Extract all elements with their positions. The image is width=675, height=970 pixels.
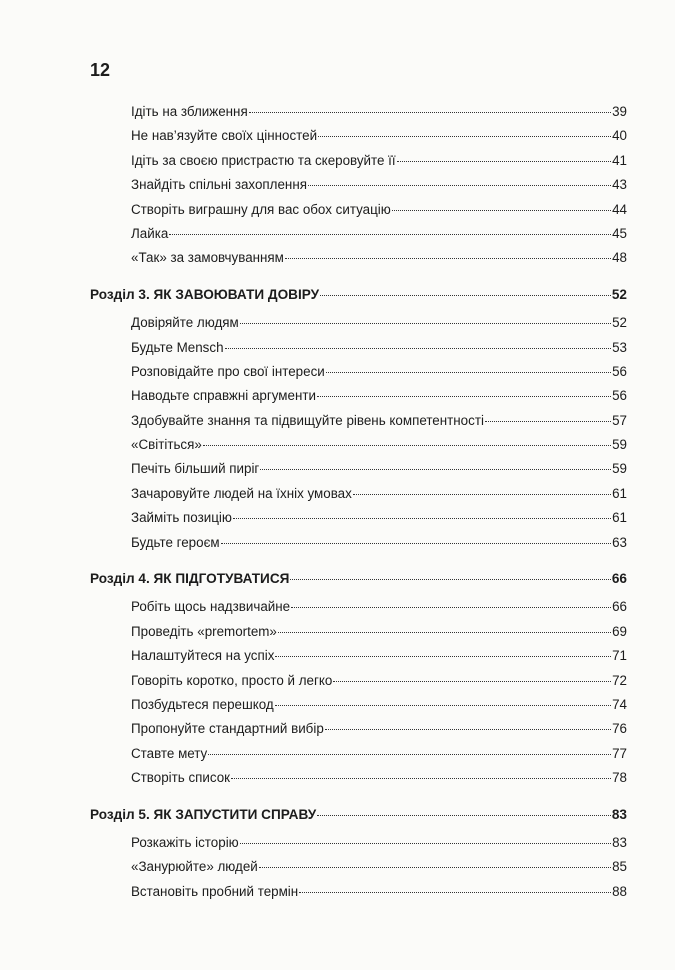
dot-leader xyxy=(208,754,611,755)
toc-entry-page: 56 xyxy=(612,388,627,404)
toc-entry-page: 66 xyxy=(612,599,627,615)
dot-leader xyxy=(392,210,611,211)
dot-leader xyxy=(225,348,612,349)
toc-entry xyxy=(90,124,627,148)
dot-leader xyxy=(317,396,611,397)
toc-entry xyxy=(90,173,627,197)
toc-entry-page: 78 xyxy=(612,770,627,786)
chapter-heading xyxy=(90,567,627,591)
chapter-title: Розділ 3. ЯК ЗАВОЮВАТИ ДОВІРУ xyxy=(90,286,320,302)
toc-entry xyxy=(90,246,627,270)
toc-entry-title: Розповідайте про свої інтереси xyxy=(131,363,325,379)
chapter-3-section xyxy=(90,283,627,555)
toc-entry xyxy=(90,717,627,741)
dot-leader xyxy=(317,815,611,816)
dot-leader xyxy=(169,234,611,235)
dot-leader xyxy=(260,469,611,470)
toc-entry-page: 57 xyxy=(612,412,627,428)
dot-leader xyxy=(291,607,611,608)
toc-entry-page: 76 xyxy=(612,721,627,737)
toc-entry-page: 56 xyxy=(612,363,627,379)
toc-entry xyxy=(90,198,627,222)
chapter-4-section xyxy=(90,567,627,791)
dot-leader xyxy=(333,681,611,682)
dot-leader xyxy=(240,843,611,844)
dot-leader xyxy=(326,372,611,373)
dot-leader xyxy=(397,161,611,162)
dot-leader xyxy=(203,445,611,446)
intro-section xyxy=(90,100,627,271)
toc-entry-title: Не нав’язуйте своїх цінностей xyxy=(131,128,318,144)
toc-entry xyxy=(90,766,627,790)
dot-leader xyxy=(290,579,610,580)
toc-entry xyxy=(90,595,627,619)
toc-entry xyxy=(90,693,627,717)
toc-entry-page: 61 xyxy=(612,510,627,526)
toc-entry xyxy=(90,831,627,855)
toc-entry xyxy=(90,880,627,904)
toc-entry-title: Будьте героєм xyxy=(131,534,220,550)
toc-entry-title: Зачаровуйте людей на їхніх умовах xyxy=(131,485,352,501)
dot-leader xyxy=(308,185,611,186)
toc-entry-page: 44 xyxy=(612,201,627,217)
chapter-title: Розділ 4. ЯК ПІДГОТУВАТИСЯ xyxy=(90,571,290,587)
dot-leader xyxy=(259,867,611,868)
toc-entry-page: 59 xyxy=(612,437,627,453)
dot-leader xyxy=(240,323,611,324)
toc-entry-page: 83 xyxy=(612,834,627,850)
dot-leader xyxy=(320,295,611,296)
toc-entry xyxy=(90,311,627,335)
table-of-contents xyxy=(90,100,627,904)
toc-entry-title: Розкажіть історію xyxy=(131,834,239,850)
dot-leader xyxy=(221,543,611,544)
toc-entry-page: 74 xyxy=(612,696,627,712)
toc-entry xyxy=(90,644,627,668)
dot-leader xyxy=(275,656,611,657)
toc-entry-title: Позбудьтеся перешкод xyxy=(131,696,274,712)
toc-entry-page: 71 xyxy=(612,648,627,664)
toc-entry xyxy=(90,149,627,173)
toc-entry xyxy=(90,506,627,530)
dot-leader xyxy=(325,729,611,730)
toc-entry-title: Пропонуйте стандартний вибір xyxy=(131,721,324,737)
toc-entry xyxy=(90,100,627,124)
toc-entry-title: Встановіть пробний термін xyxy=(131,883,299,899)
toc-entry-title: «Занурюйте» людей xyxy=(131,859,258,875)
dot-leader xyxy=(231,778,611,779)
dot-leader xyxy=(299,892,611,893)
dot-leader xyxy=(285,258,611,259)
dot-leader xyxy=(278,632,611,633)
toc-entry-title: «Так» за замовчуванням xyxy=(131,250,284,266)
chapter-5-section xyxy=(90,803,627,905)
toc-entry-title: Ставте мету xyxy=(131,745,208,761)
dot-leader xyxy=(353,494,611,495)
toc-entry-page: 52 xyxy=(612,315,627,331)
toc-entry-title: Лайка xyxy=(131,225,169,241)
chapter-page: 66 xyxy=(611,571,627,587)
toc-entry-page: 53 xyxy=(612,339,627,355)
toc-entry xyxy=(90,855,627,879)
toc-entry-page: 43 xyxy=(612,177,627,193)
toc-entry-title: Робіть щось надзвичайне xyxy=(131,599,291,615)
chapter-page: 52 xyxy=(611,286,627,302)
toc-entry-page: 85 xyxy=(612,859,627,875)
toc-entry-title: «Світіться» xyxy=(131,437,202,453)
toc-entry-page: 48 xyxy=(612,250,627,266)
toc-entry-title: Здобувайте знання та підвищуйте рівень компетентності xyxy=(131,412,484,428)
toc-entry-page: 63 xyxy=(612,534,627,550)
toc-entry xyxy=(90,531,627,555)
toc-entry-title: Створіть список xyxy=(131,770,231,786)
toc-entry xyxy=(90,482,627,506)
toc-entry-title: Довіряйте людям xyxy=(131,315,239,331)
toc-entry-title: Будьте Mensch xyxy=(131,339,224,355)
toc-entry xyxy=(90,336,627,360)
toc-entry xyxy=(90,384,627,408)
toc-entry xyxy=(90,409,627,433)
toc-entry-title: Говоріть коротко, просто й легко xyxy=(131,672,333,688)
toc-entry-page: 59 xyxy=(612,461,627,477)
toc-entry xyxy=(90,433,627,457)
toc-entry-title: Ідіть за своєю пристрастю та скеровуйте її xyxy=(131,152,396,168)
toc-entry-page: 72 xyxy=(612,672,627,688)
chapter-heading xyxy=(90,803,627,827)
toc-entry xyxy=(90,457,627,481)
toc-entry-title: Печіть більший пиріг xyxy=(131,461,260,477)
toc-entry-page: 77 xyxy=(612,745,627,761)
dot-leader xyxy=(249,112,611,113)
toc-entry xyxy=(90,669,627,693)
toc-entry-page: 61 xyxy=(612,485,627,501)
toc-entry-page: 45 xyxy=(612,225,627,241)
chapter-page: 83 xyxy=(611,806,627,822)
toc-entry xyxy=(90,222,627,246)
chapter-title: Розділ 5. ЯК ЗАПУСТИТИ СПРАВУ xyxy=(90,806,317,822)
toc-entry-page: 69 xyxy=(612,623,627,639)
toc-entry xyxy=(90,620,627,644)
toc-entry-title: Налаштуйтеся на успіх xyxy=(131,648,275,664)
toc-entry xyxy=(90,742,627,766)
toc-entry-title: Знайдіть спільні захоплення xyxy=(131,177,307,193)
toc-entry-title: Проведіть «premortem» xyxy=(131,623,277,639)
page-number: 12 xyxy=(90,60,111,80)
dot-leader xyxy=(318,136,611,137)
dot-leader xyxy=(275,705,611,706)
toc-entry-page: 41 xyxy=(612,152,627,168)
toc-entry-page: 39 xyxy=(612,104,627,119)
toc-entry-title: Ідіть на зближення xyxy=(131,104,248,119)
dot-leader xyxy=(233,518,611,519)
toc-entry-title: Займіть позицію xyxy=(131,510,232,526)
toc-entry-page: 40 xyxy=(612,128,627,144)
toc-entry-page: 88 xyxy=(612,883,627,899)
toc-entry xyxy=(90,360,627,384)
toc-entry-title: Створіть виграшну для вас обох ситуацію xyxy=(131,201,391,217)
dot-leader xyxy=(485,421,611,422)
toc-entry-title: Наводьте справжні аргументи xyxy=(131,388,316,404)
chapter-heading xyxy=(90,283,627,307)
